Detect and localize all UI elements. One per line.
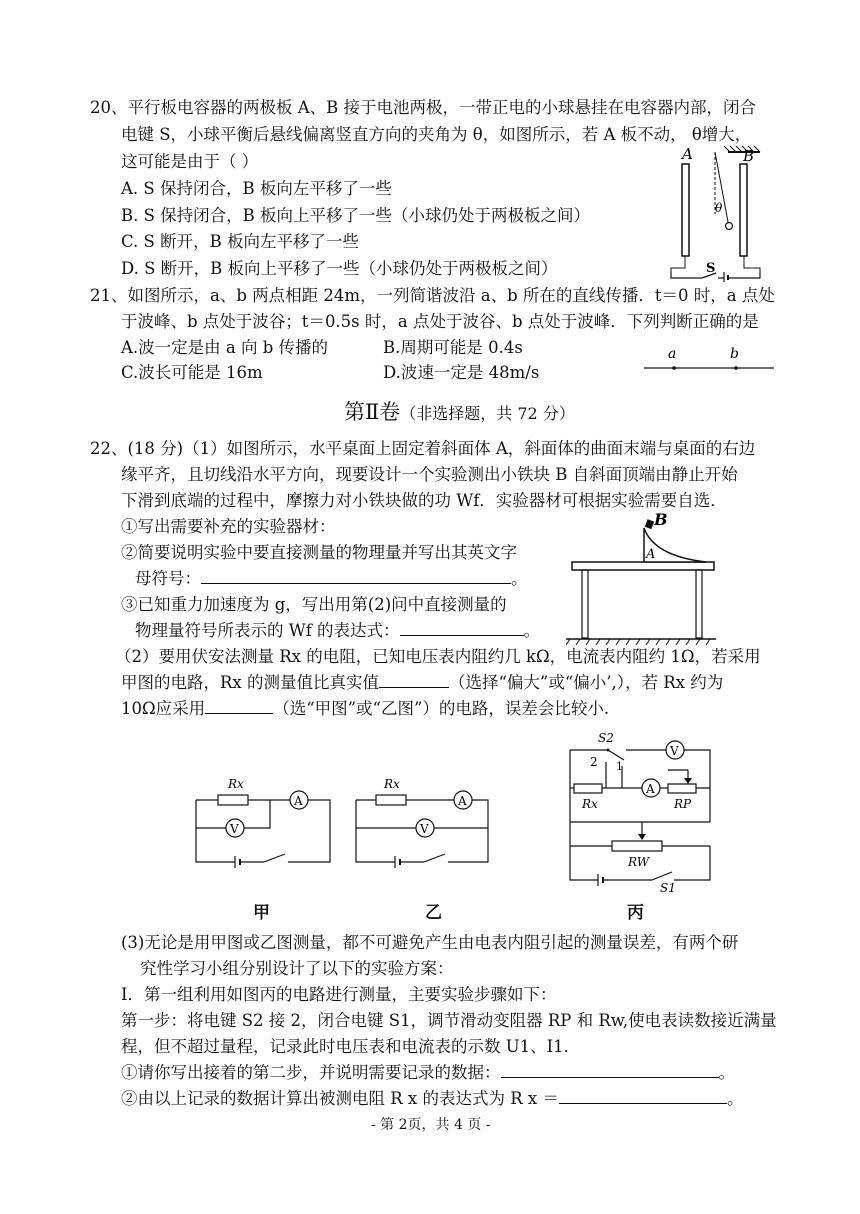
q22-line1: 22、(18 分)（1）如图所示，水平桌面上固定着斜面体 A，斜面体的曲面末端与桌面的右边 (90, 439, 756, 458)
q20-option-d: D. S 断开，B 板向上平移了一些（小球仍处于两极板之间） (121, 259, 558, 278)
s2-contact-1: 1 (616, 760, 623, 773)
rx-label: Rx (384, 777, 400, 791)
ammeter-label: A (646, 782, 655, 796)
incline-a-label: A (646, 547, 656, 562)
q22-part2-line3: 10Ω应采用 （选“甲图”或“乙图”）的电路，误差会比较小. (121, 699, 610, 718)
switch-s-label: S (706, 261, 716, 276)
circuit-yi (350, 770, 500, 874)
circuit-bing (560, 726, 720, 900)
rx-label: Rx (228, 777, 244, 791)
point-b-label: b (730, 346, 739, 362)
capacitor-figure (660, 142, 772, 286)
answer-blank-bias[interactable] (379, 673, 449, 688)
voltmeter-label: V (230, 822, 239, 836)
page-footer: - 第 2页，共 4 页 - (371, 1117, 491, 1133)
q22-part2-line2: 甲图的电路，Rx 的测量值比真实值 （选择“偏大”或“偏小’,），若 Rx 约为 (121, 673, 724, 692)
plate-a-label: A (682, 145, 693, 163)
q20-option-c: C. S 断开，B 板向左平移了一些 (121, 232, 359, 251)
circuit-jia (190, 770, 340, 874)
s2-contact-2: 2 (590, 755, 598, 769)
q22-item2a: ②简要说明实验中要直接测量的物理量并写出其英文字 (121, 543, 517, 562)
answer-blank-step2[interactable] (501, 1063, 719, 1078)
q22-item2b: 母符号： 。 (135, 569, 528, 588)
answer-blank-rx-expression[interactable] (559, 1089, 727, 1104)
q21-option-b: B.周期可能是 0.4s (383, 338, 523, 357)
q22-part3-line4: 第一步：将电键 S2 接 2，闭合电键 S1，调节滑动变阻器 RP 和 Rw,使电表读数接近满量 (121, 1011, 777, 1030)
q21-line1: 21、如图所示，a、b 两点相距 24m，一列简谐波沿 a、b 所在的直线传播．t＝0 时，a 点处 (90, 286, 775, 305)
section-title (344, 396, 575, 426)
point-a-label: a (668, 346, 677, 362)
caption-bing: 丙 (627, 903, 644, 923)
q22-part3-line5: 程，但不超过量程，记录此时电压表和电流表的示数 U1、I1． (121, 1037, 581, 1056)
block-b-label: B (654, 512, 668, 529)
theta-label: θ (715, 201, 723, 215)
section-title-main: 第Ⅱ卷 (344, 400, 401, 424)
voltmeter-label: V (420, 822, 429, 836)
q21-option-a: A.波一定是由 a 向 b 传播的 (121, 338, 329, 357)
rw-label: RW (628, 855, 650, 869)
q22-item3a: ③已知重力加速度为 g，写出用第(2)问中直接测量的 (121, 595, 507, 614)
q22-line3: 下滑到底端的过程中，摩擦力对小铁块做的功 Wf．实验器材可根据实验需要自选． (121, 491, 727, 510)
q20-line1: 20、平行板电容器的两极板 A、B 接于电池两极，一带正电的小球悬挂在电容器内部，闭合 (90, 98, 757, 117)
section-title-note: （非选择题，共 72 分） (400, 404, 575, 423)
q21-option-d: D.波速一定是 48m/s (383, 363, 540, 382)
caption-yi: 乙 (425, 903, 442, 923)
q22-item3b: 物理量符号所表示的 Wf 的表达式： 。 (135, 621, 541, 640)
ammeter-label: A (458, 794, 467, 808)
voltmeter-label: V (670, 744, 679, 758)
q22-part3-line6: ①请你写出接着的第二步，并说明需要记录的数据： 。 (121, 1063, 735, 1082)
q22-part3-line2: 究性学习小组分别设计了以下的实验方案： (140, 959, 454, 978)
s1-label: S1 (660, 881, 676, 895)
table-incline-figure (566, 512, 716, 656)
q22-line2: 缘平齐，且切线沿水平方向，现要设计一个实验测出小铁块 B 自斜面顶端由静止开始 (121, 465, 738, 484)
q22-part2-line1: （2）要用伏安法测量 Rx 的电阻，已知电压表内阻约几 kΩ，电流表内阻约 1Ω，若采用 (115, 647, 761, 666)
q20-line3: 这可能是由于（ ） (121, 152, 259, 171)
q21-option-c: C.波长可能是 16m (121, 363, 263, 382)
q21-line2: 于波峰、b 点处于波谷；t＝0.5s 时，a 点处于波谷、b 点处于波峰．下列判断正确的是 (121, 312, 759, 331)
rx-label: Rx (582, 797, 598, 811)
q22-item1: ①写出需要补充的实验器材： (121, 517, 336, 536)
rp-label: RP (674, 797, 692, 811)
answer-blank-wf[interactable] (400, 621, 524, 636)
answer-blank-measured[interactable] (201, 569, 511, 584)
q22-part3-line3: I．第一组利用如图丙的电路进行测量，主要实验步骤如下： (121, 985, 557, 1004)
wave-points-figure (640, 342, 780, 380)
plate-b-label: B (743, 147, 755, 165)
q20-option-b: B. S 保持闭合，B 板向上平移了一些（小球仍处于两极板之间） (121, 206, 591, 225)
ammeter-label: A (294, 794, 303, 808)
q22-part3-line7: ②由以上记录的数据计算出被测电阻 R x 的表达式为 R x ＝ 。 (121, 1089, 744, 1108)
s2-label: S2 (598, 731, 614, 745)
q20-option-a: A. S 保持闭合，B 板向左平移了一些 (121, 179, 392, 198)
answer-blank-circuit-choice[interactable] (205, 699, 273, 714)
q20-line2: 电键 S，小球平衡后悬线偏离竖直方向的夹角为 θ，如图所示，若 A 板不动， θ增大， (121, 125, 752, 144)
q22-part3-line1: (3)无论是用甲图或乙图测量，都不可避免产生由电表内阻引起的测量误差，有两个研 (121, 933, 739, 952)
caption-jia: 甲 (253, 903, 270, 923)
